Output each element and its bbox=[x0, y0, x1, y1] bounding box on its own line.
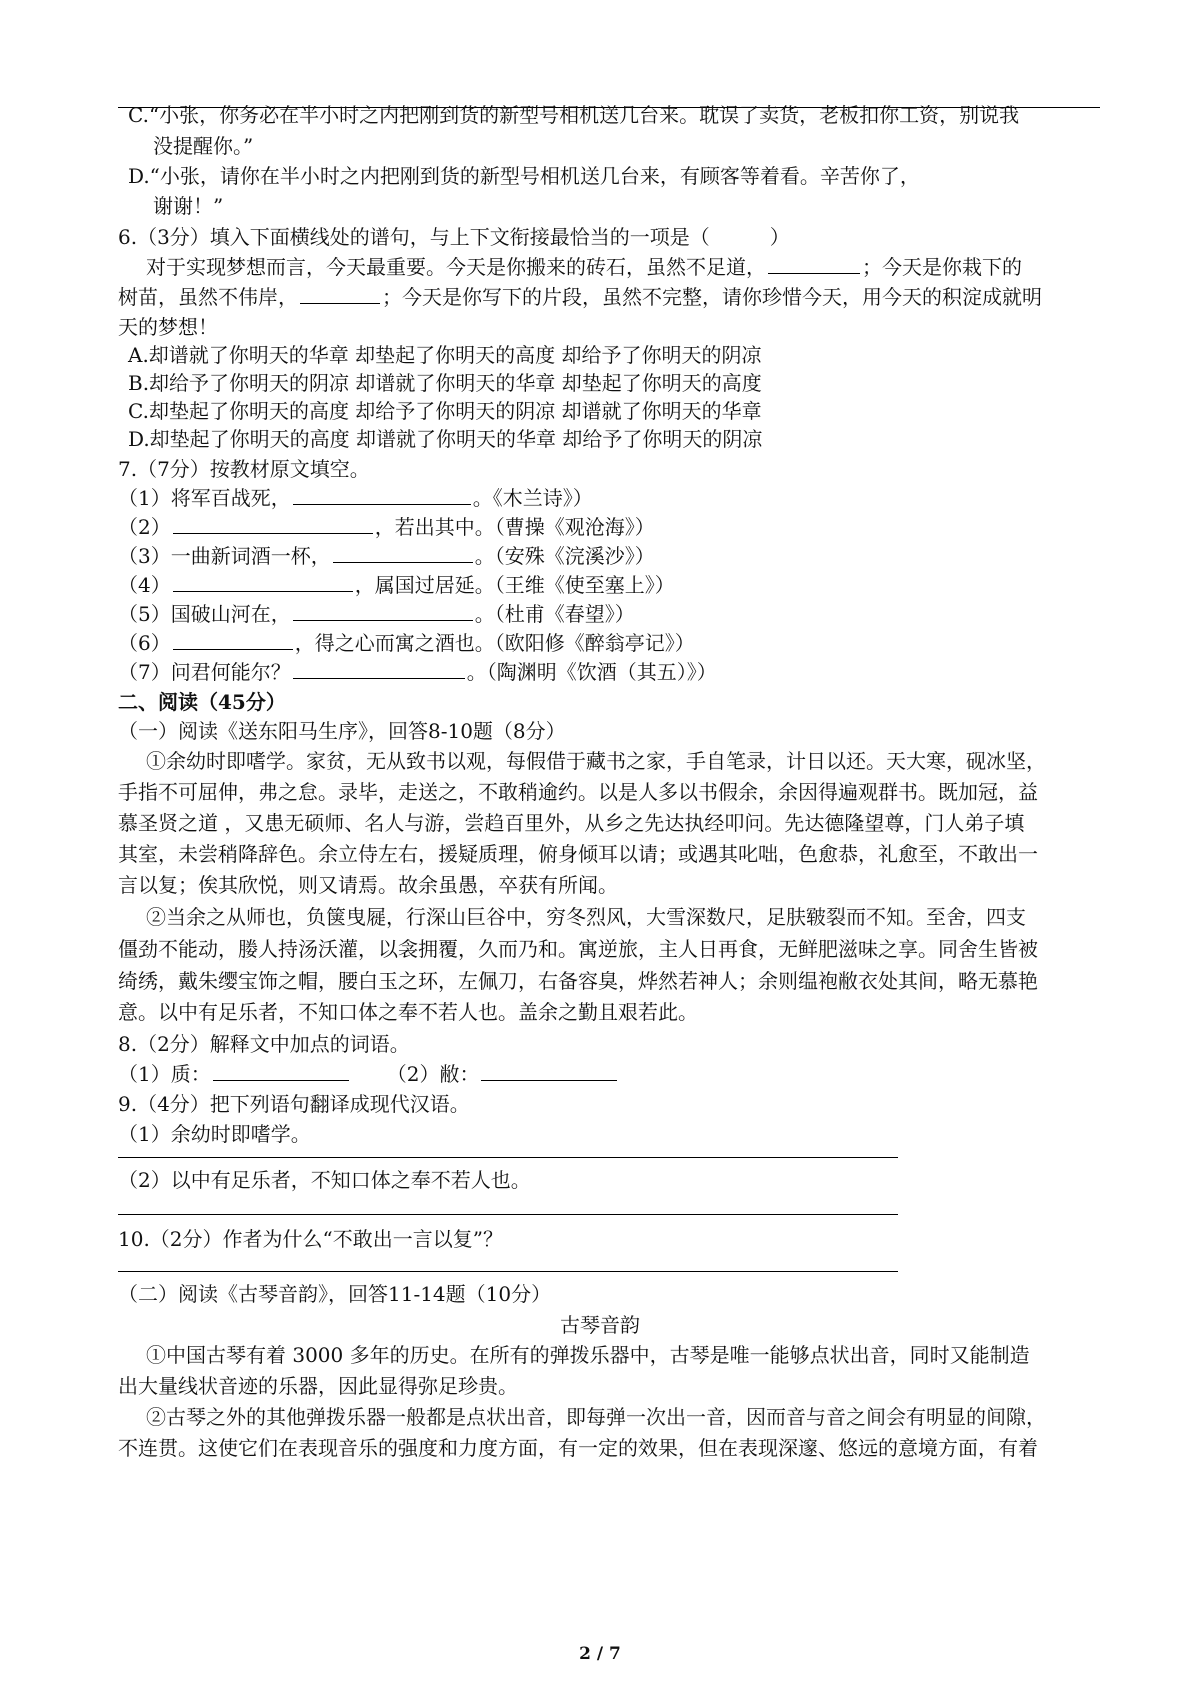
q10-stem: 10.（2分）作者为什么“不敢出一言以复”？ bbox=[118, 1227, 503, 1251]
q5-option-d-line2: 谢谢！” bbox=[153, 194, 224, 218]
q7-item-7-prefix: （7）问君何能尔？ bbox=[118, 660, 291, 684]
q6-passage-text-d: ；今天是你写下的片段，虽然不完整，请你珍惜今天，用今天的积淀成就明 bbox=[382, 285, 1042, 309]
q8-blank-2[interactable] bbox=[481, 1058, 617, 1081]
q7-blank-2[interactable] bbox=[173, 511, 373, 534]
q7-item-2 bbox=[118, 511, 655, 543]
q7-blank-6[interactable] bbox=[173, 627, 293, 650]
q7-blank-5[interactable] bbox=[293, 598, 473, 621]
q6-option-b: B.却给予了你明天的阴凉 却谱就了你明天的华章 却垫起了你明天的高度 bbox=[128, 371, 762, 395]
article-title: 古琴音韵 bbox=[560, 1313, 640, 1337]
passage1-p2-line4: 意。以中有足乐者，不知口体之奉不若人也。盖余之勤且艰若此。 bbox=[118, 1000, 698, 1024]
q7-blank-3[interactable] bbox=[333, 540, 473, 563]
q6-option-d: D.却垫起了你明天的高度 却谱就了你明天的华章 却给予了你明天的阴凉 bbox=[128, 427, 763, 451]
q7-item-2-prefix: （2） bbox=[118, 515, 171, 539]
q7-item-4-suffix: ，属国过居延。（王维《使至塞上》） bbox=[354, 573, 675, 597]
q5-option-c-line2: 没提醒你。” bbox=[153, 134, 254, 158]
q7-item-7 bbox=[118, 656, 717, 688]
q7-item-3 bbox=[118, 540, 655, 572]
q6-stem: 6.（3分）填入下面横线处的谱句，与上下文衔接最恰当的一项是（ ） bbox=[118, 225, 790, 249]
reading-1-subheading: （一）阅读《送东阳马生序》，回答8-10题（8分） bbox=[118, 719, 566, 743]
q7-stem: 7.（7分）按教材原文填空。 bbox=[118, 457, 370, 481]
q9-stem: 9.（4分）把下列语句翻译成现代汉语。 bbox=[118, 1092, 470, 1116]
passage2-p2-line1: ②古琴之外的其他弹拨乐器一般都是点状出音，即每弹一次出一音，因而音与音之间会有明显的间隙， bbox=[146, 1405, 1046, 1429]
page-number: 2 / 7 bbox=[579, 1644, 621, 1664]
passage1-p2-line3: 绮绣，戴朱缨宝饰之帽，腰白玉之环，左佩刀，右备容臭，烨然若神人；余则缊袍敝衣处其间，略无慕艳 bbox=[118, 969, 1038, 993]
q8-answer-row bbox=[118, 1058, 619, 1090]
q7-item-3-suffix: 。（安殊《浣溪沙》） bbox=[474, 544, 655, 568]
q8-blank-1[interactable] bbox=[213, 1058, 349, 1081]
passage1-p2-line1: ②当余之从师也，负箧曳屣，行深山巨谷中，穷冬烈风，大雪深数尺，足肤皲裂而不知。至舍，四支 bbox=[146, 905, 1026, 929]
q7-item-6 bbox=[118, 627, 695, 659]
q6-passage-text-a: 对于实现梦想而言，今天最重要。今天是你搬来的砖石，虽然不足道， bbox=[146, 255, 766, 279]
q9-answer-line-2[interactable] bbox=[118, 1214, 898, 1215]
passage1-p1-line3: 慕圣贤之道 ，又患无硕师、名人与游，尝趋百里外，从乡之先达执经叩问。先达德隆望尊，门人弟子填 bbox=[118, 811, 1025, 835]
q8-label-1: （1）质： bbox=[118, 1062, 211, 1086]
q7-item-7-suffix: 。（陶渊明《饮酒（其五）》） bbox=[466, 660, 717, 684]
q7-item-3-prefix: （3）一曲新词酒一杯， bbox=[118, 544, 331, 568]
q7-item-4-prefix: （4） bbox=[118, 573, 171, 597]
q6-passage-line2 bbox=[118, 281, 1042, 313]
q7-item-6-prefix: （6） bbox=[118, 631, 171, 655]
q10-answer-line[interactable] bbox=[118, 1271, 898, 1272]
passage2-p1-line2: 出大量线状音迹的乐器，因此显得弥足珍贵。 bbox=[118, 1374, 518, 1398]
q6-passage-text-b: ；今天是你栽下的 bbox=[862, 255, 1022, 279]
q7-item-5 bbox=[118, 598, 635, 630]
passage1-p1-line2: 手指不可屈伸，弗之怠。录毕，走送之，不敢稍逾约。以是人多以书假余，余因得遍观群书。既加冠，益 bbox=[118, 780, 1038, 804]
section-2-heading: 二、阅读（45分） bbox=[118, 690, 286, 714]
q7-blank-1[interactable] bbox=[293, 482, 471, 505]
q5-option-d-line1: D.“小张，请你在半小时之内把刚到货的新型号相机送几台来，有顾客等着看。辛苦你了， bbox=[128, 164, 920, 188]
passage2-p1-line1: ①中国古琴有着 3000 多年的历史。在所有的弹拨乐器中，古琴是唯一能够点状出音，同时又能制造 bbox=[146, 1343, 1030, 1367]
q7-item-1-suffix: 。《木兰诗》） bbox=[472, 486, 593, 510]
q7-item-1-prefix: （1）将军百战死， bbox=[118, 486, 291, 510]
q8-stem: 8.（2分）解释文中加点的词语。 bbox=[118, 1032, 410, 1056]
q6-blank-1[interactable] bbox=[768, 251, 860, 274]
passage1-p1-line4: 其室，未尝稍降辞色。余立侍左右，援疑质理，俯身倾耳以请；或遇其叱咄，色愈恭，礼愈至，不敢出一 bbox=[118, 842, 1038, 866]
passage1-p1-line5: 言以复；俟其欣悦，则又请焉。故余虽愚，卒获有所闻。 bbox=[118, 873, 618, 897]
passage2-p2-line2: 不连贯。这使它们在表现音乐的强度和力度方面，有一定的效果，但在表现深邃、悠远的意境方面，有着 bbox=[118, 1436, 1038, 1460]
q7-item-5-suffix: 。（杜甫《春望》） bbox=[474, 602, 635, 626]
q7-item-4 bbox=[118, 569, 675, 601]
q9-item-2: （2）以中有足乐者，不知口体之奉不若人也。 bbox=[118, 1168, 531, 1192]
q9-item-1: （1）余幼时即嗜学。 bbox=[118, 1122, 311, 1146]
passage1-p1-line1: ①余幼时即嗜学。家贫，无从致书以观，每假借于藏书之家，手自笔录，计日以还。天大寒，砚冰坚， bbox=[146, 749, 1046, 773]
q6-passage-line1 bbox=[146, 251, 1022, 283]
q6-passage-text-c: 树苗，虽然不伟岸， bbox=[118, 285, 298, 309]
q7-blank-4[interactable] bbox=[173, 569, 353, 592]
q6-option-a: A.却谱就了你明天的华章 却垫起了你明天的高度 却给予了你明天的阴凉 bbox=[128, 343, 762, 367]
q5-option-c-line1: C.“小张，你务必在半小时之内把刚到货的新型号相机送几台来。耽误了卖货，老板扣你工资，别说我 bbox=[128, 103, 1020, 127]
q6-passage-line3: 天的梦想！ bbox=[118, 315, 218, 339]
q7-item-2-suffix: ，若出其中。（曹操《观沧海》） bbox=[374, 515, 655, 539]
q6-option-c: C.却垫起了你明天的高度 却给予了你明天的阴凉 却谱就了你明天的华章 bbox=[128, 399, 762, 423]
q7-blank-7[interactable] bbox=[293, 656, 465, 679]
q6-blank-2[interactable] bbox=[300, 281, 380, 304]
reading-2-subheading: （二）阅读《古琴音韵》，回答11-14题（10分） bbox=[118, 1282, 552, 1306]
passage1-p2-line2: 僵劲不能动，媵人持汤沃灌，以衾拥覆，久而乃和。寓逆旅，主人日再食，无鲜肥滋味之享。同舍生皆被 bbox=[118, 937, 1038, 961]
q8-label-2: （2）敝： bbox=[386, 1062, 480, 1086]
q7-item-1 bbox=[118, 482, 593, 514]
q7-item-5-prefix: （5）国破山河在， bbox=[118, 602, 291, 626]
q7-item-6-suffix: ，得之心而寓之酒也。（欧阳修《醉翁亭记》） bbox=[294, 631, 695, 655]
q9-answer-line-1[interactable] bbox=[118, 1157, 898, 1158]
